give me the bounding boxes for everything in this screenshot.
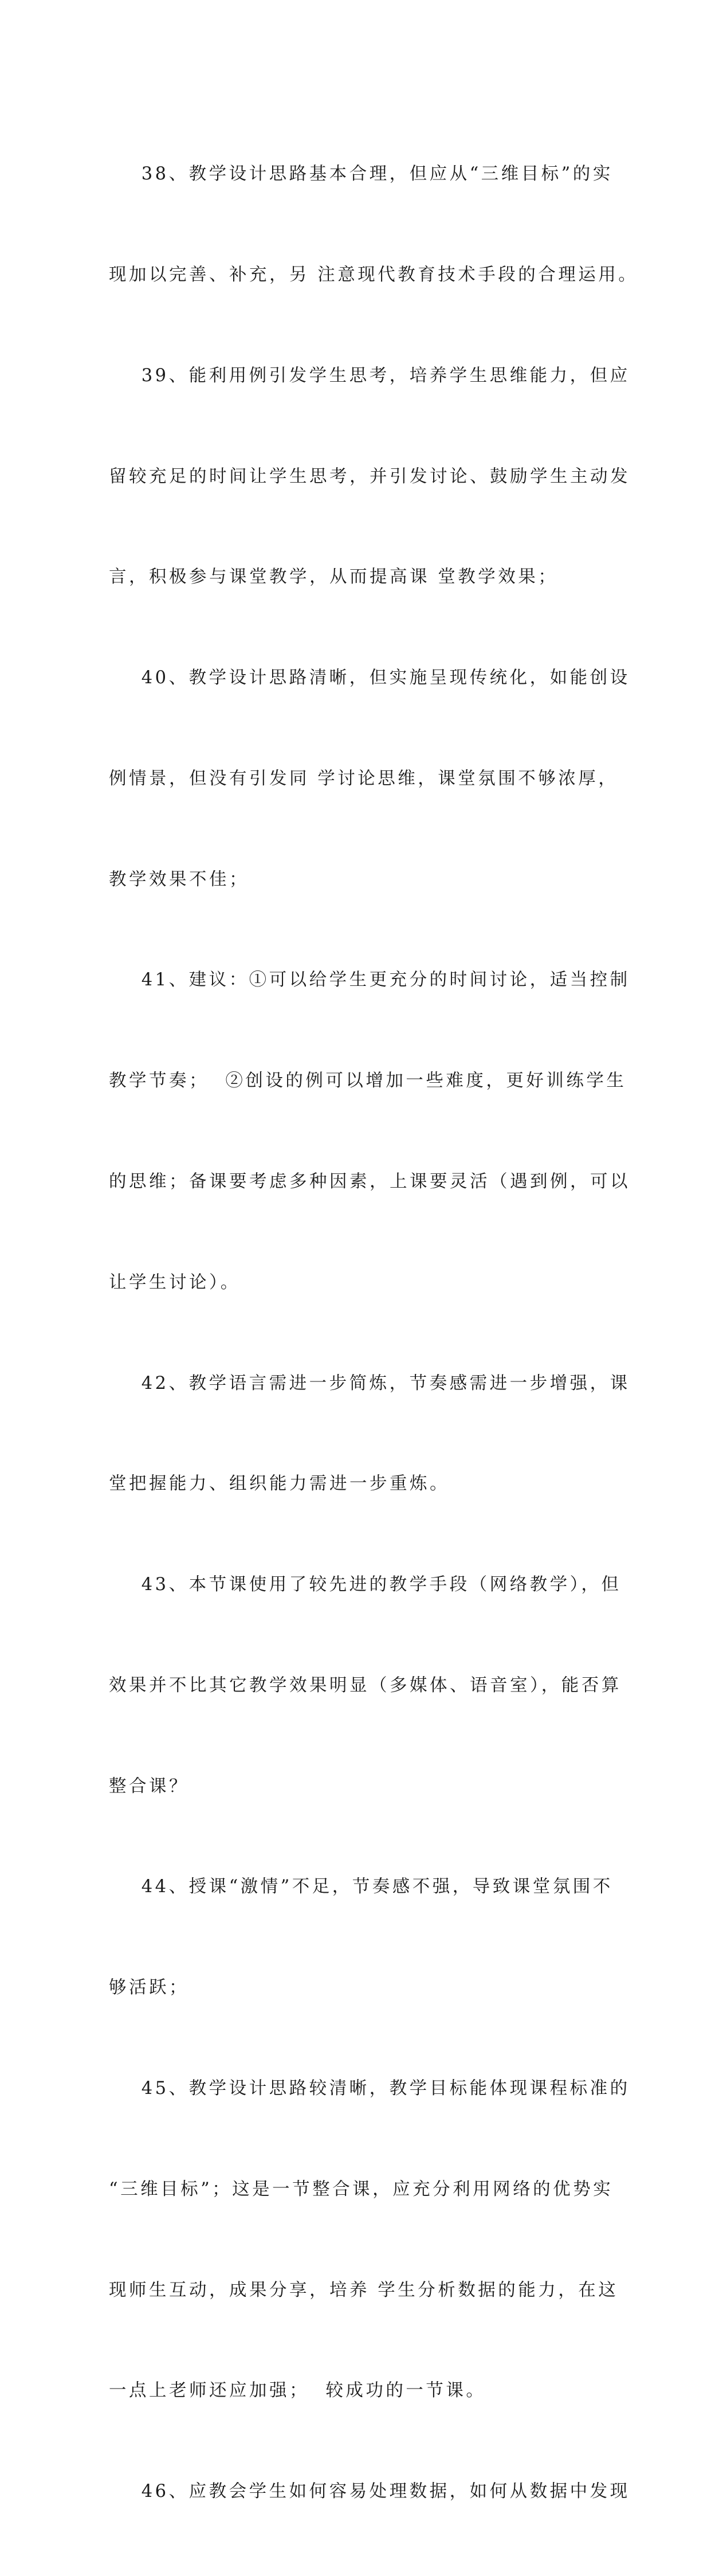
text-line: 例情景，但没有引发同 学讨论思维，课堂氛围不够浓厚， [109,768,619,789]
text-line: 现加以完善、补充，另 注意现代教育技术手段的合理运用。 [109,264,639,285]
text-line: 44、授课“激情”不足，节奏感不强，导致课堂氛围不 [109,1877,613,1897]
text-line: 言，积极参与课堂教学，从而提高课 堂教学效果； [109,567,559,588]
text-line: 46、应教会学生如何容易处理数据，如何从数据中发现 [109,2481,630,2502]
text-line: 40、教学设计思路清晰，但实施呈现传统化，如能创设 [109,668,630,688]
text-line: 的思维；备课要考虑多种因素，上课要灵活（遇到例，可以 [109,1172,630,1192]
text-line: 效果并不比其它教学效果明显（多媒体、语音室），能否算 [109,1675,622,1696]
text-line: 现师生互动，成果分享，培养 学生分析数据的能力，在这 [109,2280,619,2300]
text-line: 42、教学语言需进一步简炼，节奏感需进一步增强，课 [109,1373,630,1393]
text-line: 教学效果不佳； [109,869,249,890]
text-line: 43、本节课使用了较先进的教学手段（网络教学），但 [109,1575,622,1595]
text-line: 41、建议：①可以给学生更充分的时间讨论，适当控制 [109,970,630,991]
text-line: 45、教学设计思路较清晰，教学目标能体现课程标准的 [109,2078,630,2099]
text-line: 39、能利用例引发学生思考，培养学生思维能力，但应 [109,365,630,386]
text-line: 整合课？ [109,1776,189,1796]
text-line: 一点上老师还应加强； 较成功的一节课。 [109,2381,486,2401]
text-line: “三维目标”；这是一节整合课，应充分利用网络的优势实 [109,2179,614,2199]
text-line: 留较充足的时间让学生思考，并引发讨论、鼓励学生主动发 [109,466,630,487]
text-line: 38、教学设计思路基本合理，但应从“三维目标”的实 [109,164,613,185]
text-line: 堂把握能力、组织能力需进一步重炼。 [109,1474,450,1494]
text-line: 让学生讨论）。 [109,1272,241,1293]
text-line: 教学节奏； ②创设的例可以增加一些难度，更好训练学生 [109,1071,627,1091]
document-body [109,91,639,2576]
text-line: 够活跃； [109,1978,189,1998]
